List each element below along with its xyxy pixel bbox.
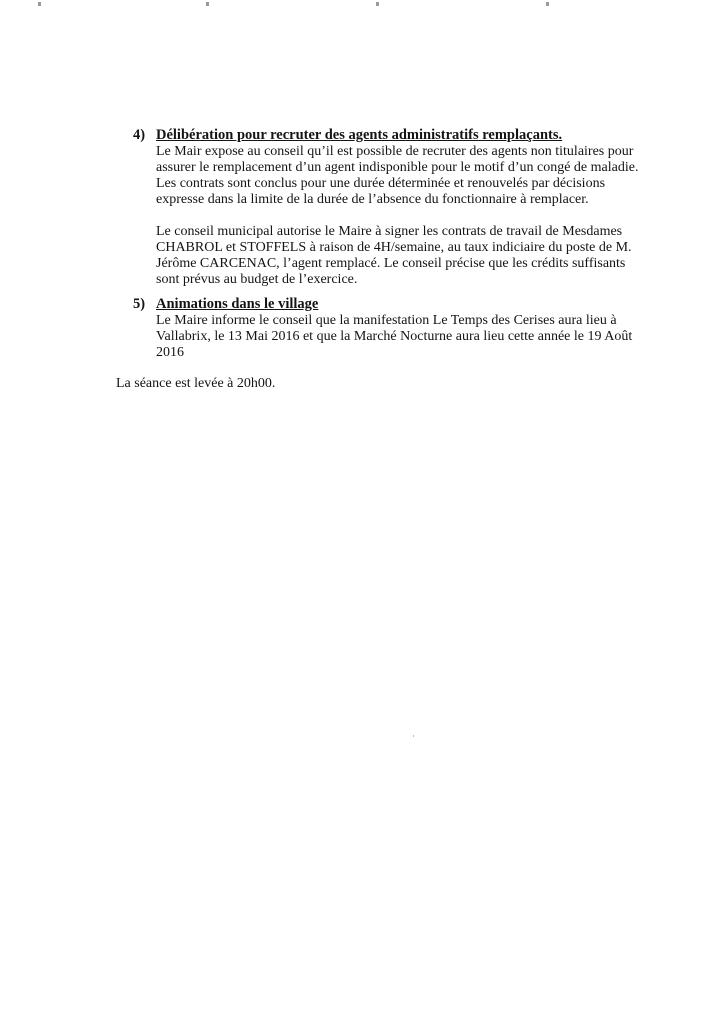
- scan-mark: [546, 2, 549, 6]
- text-line: assurer le remplacement d’un agent indisponible pour le motif d’un congé de maladie.: [156, 160, 639, 175]
- text-line: 2016: [156, 345, 184, 360]
- agenda-item-body: [156, 144, 639, 288]
- text-line: Le Mair expose au conseil qu’il est possible de recruter des agents non titulaires pour: [156, 144, 634, 159]
- text-line: expresse dans la limite de la durée de l’absence du fonctionnaire à remplacer.: [156, 192, 589, 207]
- paragraph-gap: [156, 208, 613, 224]
- text-line: sont prévus au budget de l’exercice.: [156, 272, 358, 287]
- scan-speck: [413, 735, 414, 737]
- paragraph: [156, 144, 639, 208]
- agenda-item-body: [156, 313, 633, 361]
- agenda-item-title: Animations dans le village: [156, 296, 319, 312]
- agenda-item-heading: [133, 127, 613, 144]
- paragraph: [156, 313, 633, 361]
- scan-mark: [376, 2, 379, 6]
- agenda-item-heading: [133, 296, 613, 313]
- scan-mark: [206, 2, 209, 6]
- text-line: Vallabrix, le 13 Mai 2016 et que la Marché Nocturne aura lieu cette année le 19 Août: [156, 329, 633, 344]
- text-line: Le Maire informe le conseil que la manifestation Le Temps des Cerises aura lieu à: [156, 313, 617, 328]
- closing-statement: La séance est levée à 20h00.: [116, 376, 276, 391]
- agenda-item-title: Délibération pour recruter des agents administratifs remplaçants.: [156, 127, 563, 143]
- scan-mark: [38, 2, 41, 6]
- text-line: CHABROL et STOFFELS à raison de 4H/semaine, au taux indiciaire du poste de M.: [156, 240, 632, 255]
- agenda-item-4: [133, 127, 639, 288]
- agenda-item-5: [133, 296, 633, 361]
- agenda-item-number: 4): [133, 127, 146, 143]
- agenda-item-number: 5): [133, 296, 146, 312]
- text-line: Les contrats sont conclus pour une durée déterminée et renouvelés par décisions: [156, 176, 606, 191]
- text-line: Jérôme CARCENAC, l’agent remplacé. Le conseil précise que les crédits suffisants: [156, 256, 626, 271]
- text-line: Le conseil municipal autorise le Maire à signer les contrats de travail de Mesdames: [156, 224, 623, 239]
- paragraph: [156, 224, 632, 288]
